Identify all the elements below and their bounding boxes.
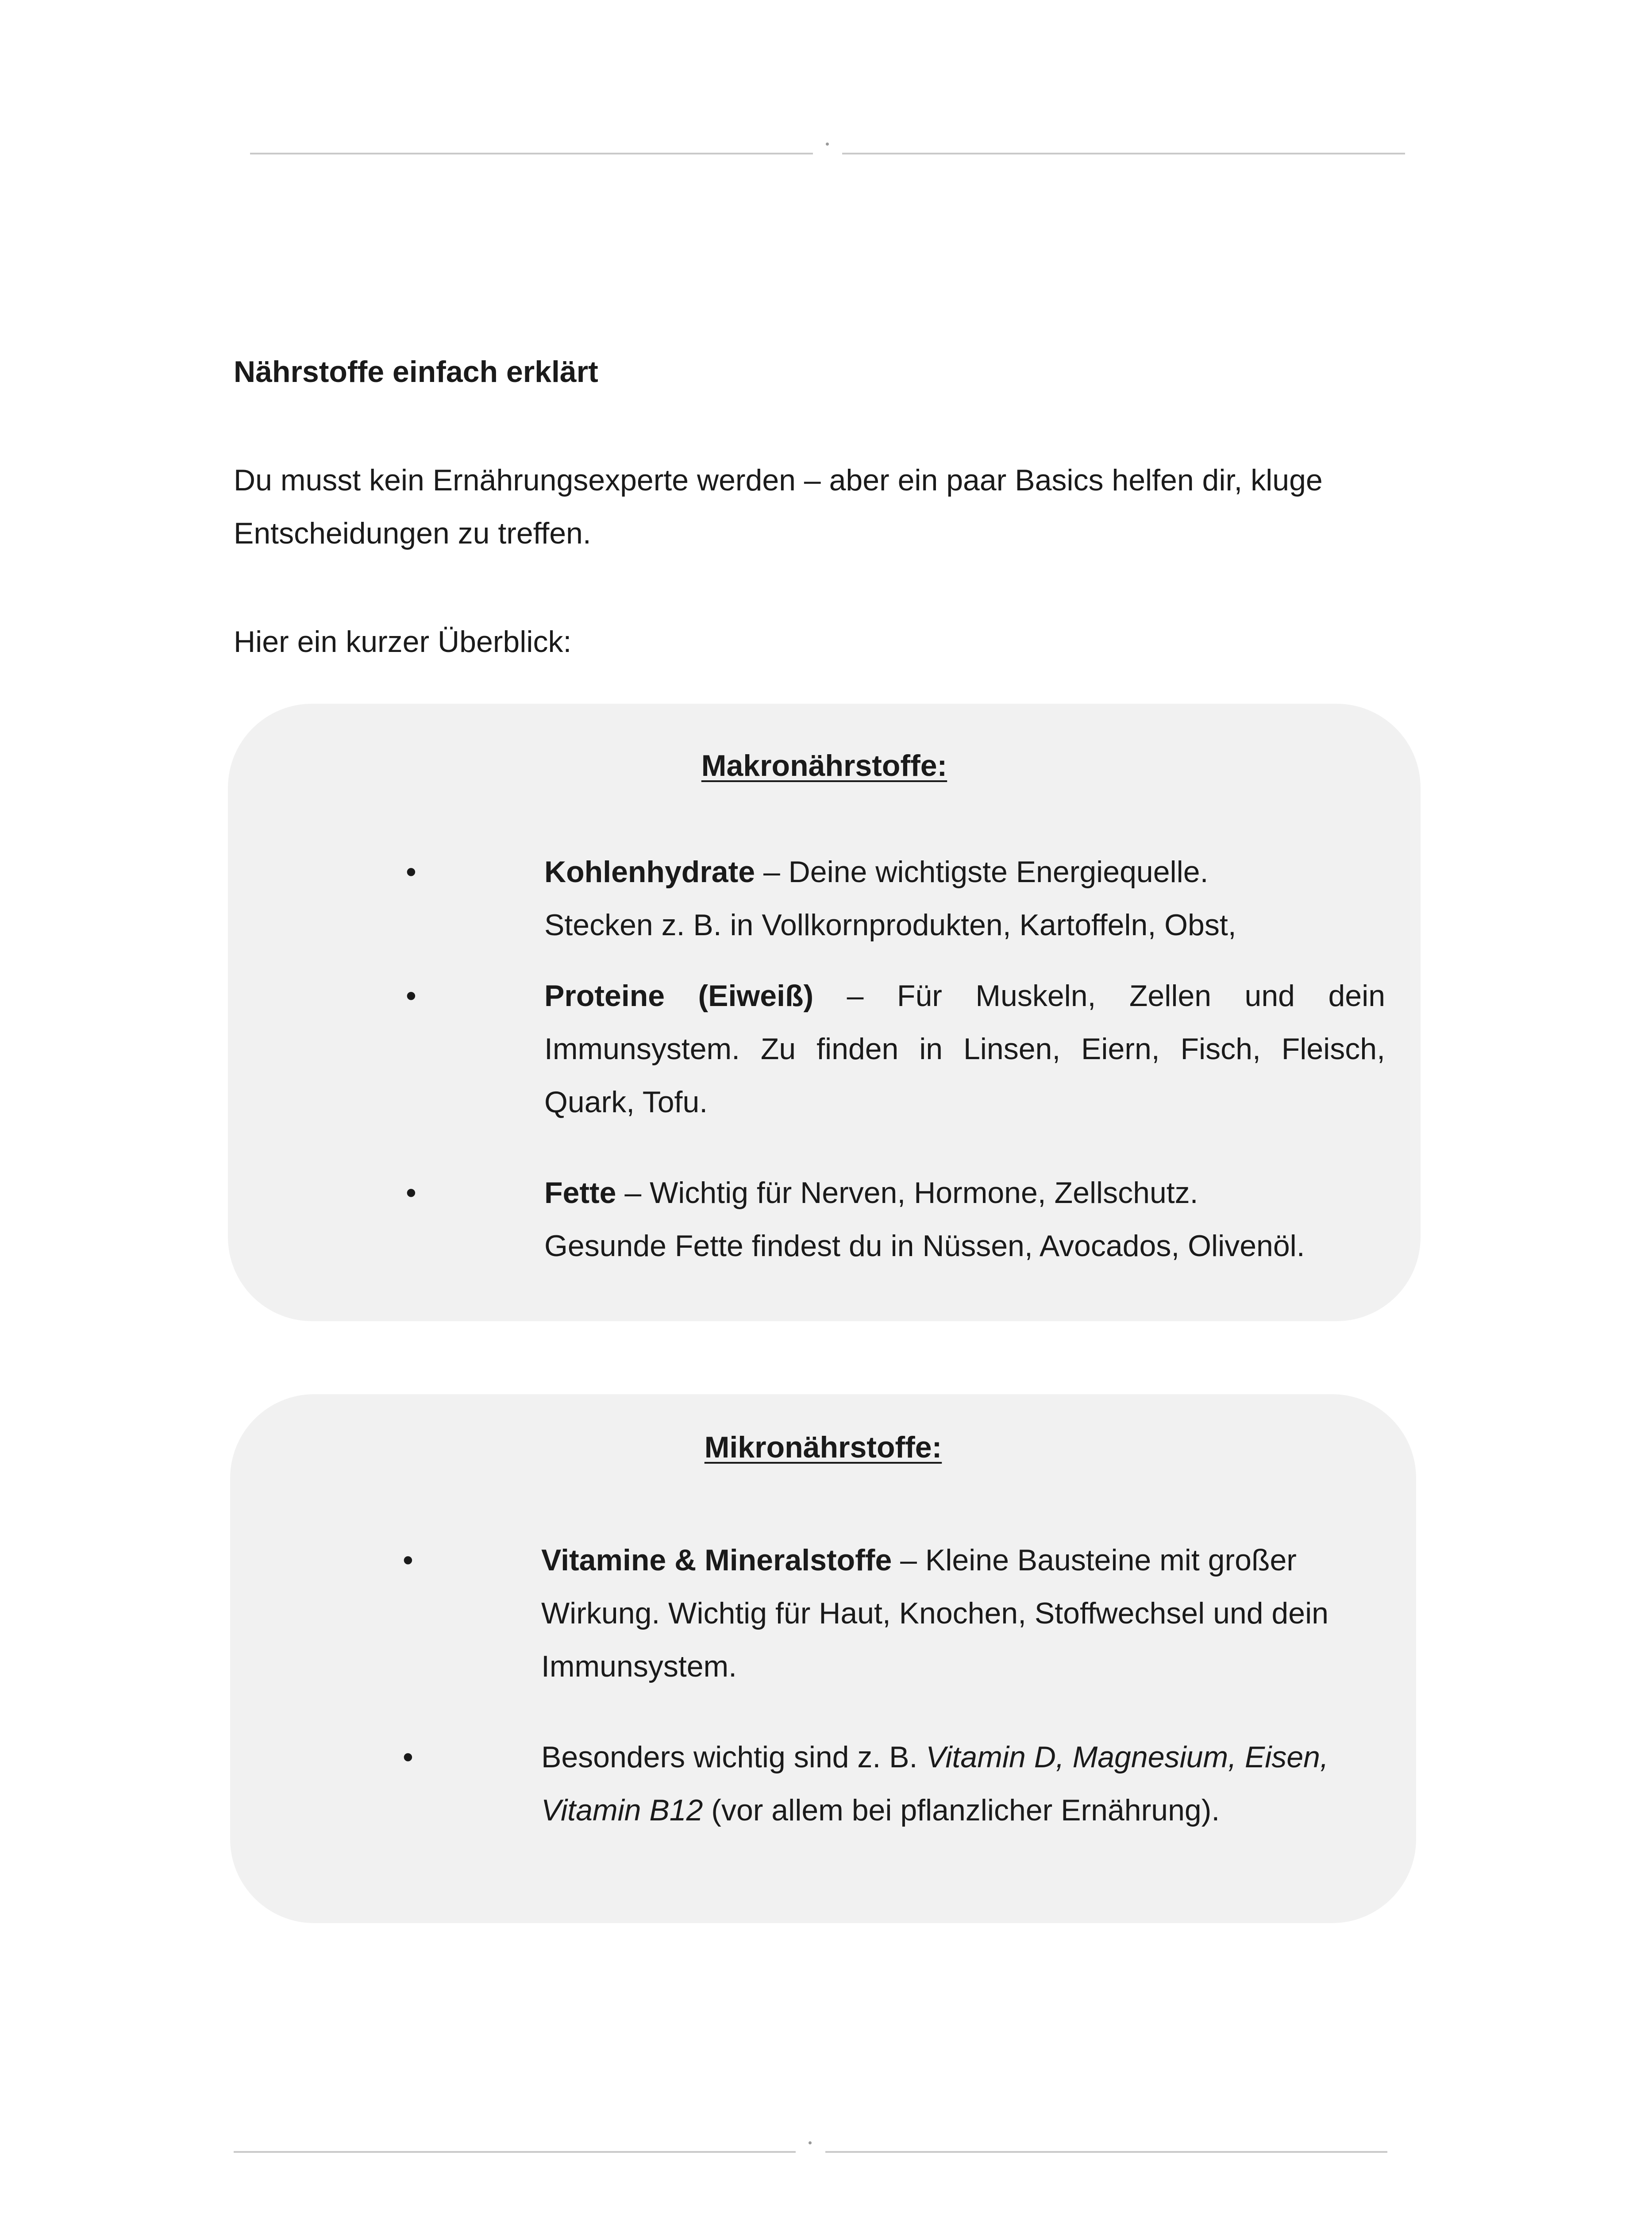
header-rule-left bbox=[250, 153, 813, 154]
footer-rule-left bbox=[234, 2151, 796, 2153]
detail-fats: Gesunde Fette findest du in Nüssen, Avocados, Olivenöl. bbox=[544, 1229, 1305, 1263]
list-item-important-nutrients bbox=[541, 1731, 1382, 1837]
micronutrients-box bbox=[230, 1394, 1416, 1923]
bullet-proteins: • bbox=[406, 979, 416, 1013]
list-item-vitamins-minerals bbox=[541, 1534, 1382, 1693]
bullet-vitamins-minerals: • bbox=[403, 1543, 413, 1577]
header-rule-dot bbox=[826, 143, 829, 146]
list-item-fats bbox=[544, 1166, 1385, 1272]
desc-fats: – Wichtig für Nerven, Hormone, Zellschutz. bbox=[616, 1176, 1198, 1210]
bullet-carbohydrates: • bbox=[406, 855, 416, 889]
macronutrients-heading: Makronährstoffe: bbox=[701, 749, 947, 783]
intro-paragraph: Du musst kein Ernährungsexperte werden – aber ein paar Basics helfen dir, kluge Entscheidungen zu treffen. bbox=[234, 463, 1323, 550]
list-item-proteins bbox=[544, 969, 1385, 1129]
bullet-important-nutrients: • bbox=[403, 1740, 413, 1774]
desc-carbohydrates: – Deine wichtigste Energiequelle. bbox=[755, 855, 1209, 889]
page-title: Nährstoffe einfach erklärt bbox=[234, 355, 598, 389]
term-vitamins-minerals: Vitamine & Mineralstoffe bbox=[541, 1543, 892, 1577]
bullet-fats: • bbox=[406, 1176, 416, 1210]
detail-carbohydrates: Stecken z. B. in Vollkornprodukten, Kartoffeln, Obst, bbox=[544, 908, 1236, 942]
footer-rule-dot bbox=[809, 2141, 812, 2144]
macronutrients-box bbox=[228, 704, 1421, 1321]
important-nutrients-note: (vor allem bei pflanzlicher Ernährung). bbox=[703, 1793, 1220, 1827]
important-nutrients-lead: Besonders wichtig sind z. B. bbox=[541, 1740, 926, 1774]
header-rule-right bbox=[842, 153, 1405, 154]
term-fats: Fette bbox=[544, 1176, 616, 1210]
footer-rule-right bbox=[825, 2151, 1387, 2153]
desc-proteins: – Für Muskeln, Zellen und dein Immunsystem. Zu finden in Linsen, Eiern, Fisch, Fleisch, Quark, Tofu. bbox=[544, 979, 1386, 1119]
list-item-carbohydrates bbox=[544, 845, 1385, 952]
term-proteins: Proteine (Eiweiß) bbox=[544, 979, 814, 1013]
desc-vitamins-minerals: – Kleine Bausteine mit großer Wirkung. Wichtig für Haut, Knochen, Stoffwechsel und dein Immunsystem. bbox=[541, 1543, 1329, 1683]
term-carbohydrates: Kohlenhydrate bbox=[544, 855, 755, 889]
important-nutrients-list: Vitamin D, Magnesium, Eisen, Vitamin B12 bbox=[541, 1740, 1329, 1827]
overview-paragraph: Hier ein kurzer Überblick: bbox=[234, 625, 572, 659]
micronutrients-heading: Mikronährstoffe: bbox=[704, 1430, 942, 1464]
